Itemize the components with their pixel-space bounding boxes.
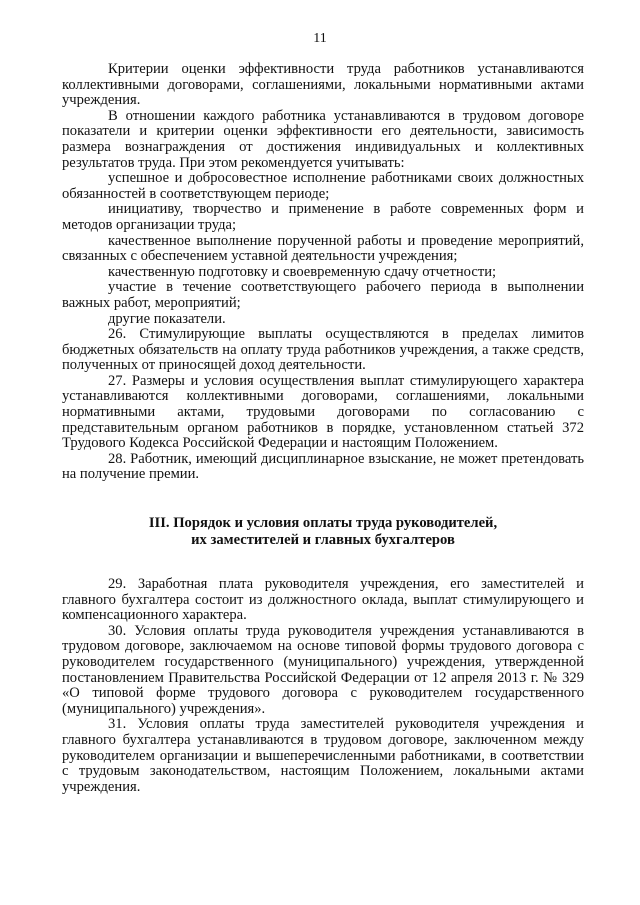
section-heading-line-2: их заместителей и главных бухгалтеров xyxy=(191,532,455,549)
page-number: 11 xyxy=(313,31,327,46)
list-item-important-work: участие в течение соответствующего рабочего периода в выполнении важных работ, мероприятий; xyxy=(62,279,584,311)
section-heading xyxy=(62,515,584,549)
paragraph-indicators: В отношении каждого работника устанавливаются в трудовом договоре показатели и критерии оценки эффективности его деятельности, зависимость размера вознаграждения от достижения индивидуальных и коллективных результатов труда. При этом рекомендуется учитывать: xyxy=(62,107,584,171)
paragraph-27: 27. Размеры и условия осуществления выплат стимулирующего характера устанавливаются коллективными договорами, соглашениями, локальными нормативными актами, трудовыми договорами по согласованию с представительным органом работников в порядке, установленном статьей 372 Трудового Кодекса Российской Федерации и настоящим Положением. xyxy=(62,372,584,452)
section-heading-line-1: III. Порядок и условия оплаты труда руководителей, xyxy=(148,515,498,532)
list-item-other: другие показатели. xyxy=(108,310,226,327)
paragraph-30: 30. Условия оплаты труда руководителя учреждения устанавливаются в трудовом договоре, заключаемом на основе типовой формы трудового договора с руководителем государственного (муниципального) учреждения, утвержденной постановлением Правительства Российской Федерации от 12 апреля 2013 г. № 329 «О типовой форме трудового договора с руководителем государственного (муниципального) учреждения». xyxy=(62,622,584,717)
list-item-duties: успешное и добросовестное исполнение работниками своих должностных обязанностей в соответствующем периоде; xyxy=(62,170,584,202)
paragraph-29: 29. Заработная плата руководителя учреждения, его заместителей и главного бухгалтера состоит из должностного оклада, выплат стимулирующего и компенсационного характера. xyxy=(62,576,584,624)
list-item-reporting: качественную подготовку и своевременную сдачу отчетности; xyxy=(108,263,497,280)
list-item-quality-work: качественное выполнение порученной работы и проведение мероприятий, связанных с обеспечением уставной деятельности учреждения; xyxy=(62,232,584,265)
paragraph-criteria: Критерии оценки эффективности труда работников устанавливаются коллективными договорами, соглашениями, локальными нормативными актами учреждения. xyxy=(62,61,584,109)
paragraph-31: 31. Условия оплаты труда заместителей руководителя учреждения и главного бухгалтера устанавливаются в трудовом договоре, заключенном между руководителем организации и вышеперечисленными работниками, в соответствии с трудовым законодательством, настоящим Положением, локальными актами учреждения. xyxy=(62,716,584,795)
paragraph-28: 28. Работник, имеющий дисциплинарное взыскание, не может претендовать на получение премии. xyxy=(62,450,584,483)
document-body xyxy=(62,62,584,795)
paragraph-26: 26. Стимулирующие выплаты осуществляются в пределах лимитов бюджетных обязательств на оплату труда работников учреждения, а также средств, полученных от приносящей доход деятельности. xyxy=(62,326,584,374)
section-management-pay xyxy=(62,577,584,795)
list-item-initiative: инициативу, творчество и применение в работе современных форм и методов организации труда; xyxy=(62,201,584,233)
section-criteria xyxy=(62,62,584,483)
